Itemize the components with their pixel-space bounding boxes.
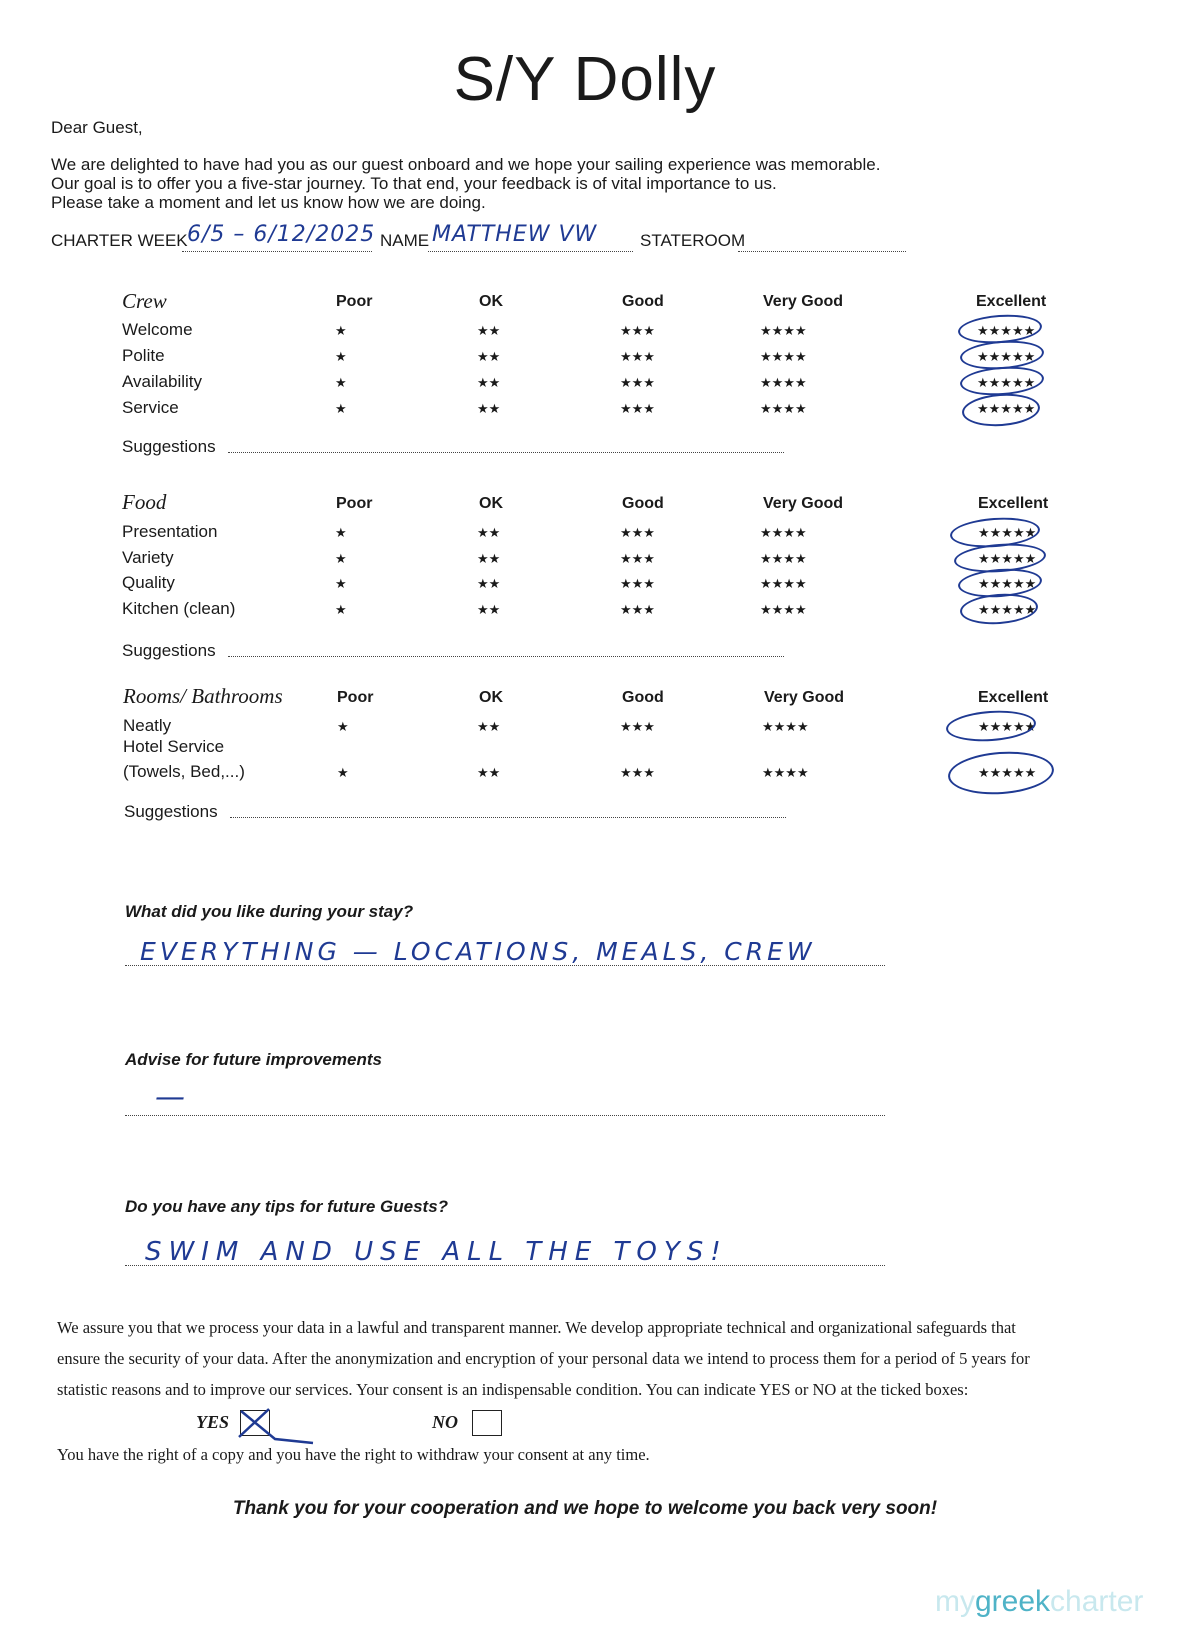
col-poor: Poor	[336, 495, 373, 512]
rating-very-good[interactable]: ★★★★	[760, 375, 807, 390]
intro-line-3: Please take a moment and let us know how we are doing.	[51, 193, 486, 212]
rating-poor[interactable]: ★	[335, 525, 347, 540]
rating-very-good[interactable]: ★★★★	[760, 576, 807, 591]
yes-label: YES	[196, 1412, 230, 1432]
yes-checkbox[interactable]	[240, 1410, 270, 1436]
watermark-main: greek	[975, 1585, 1051, 1618]
col-excellent: Excellent	[978, 689, 1049, 706]
answer-liked[interactable]: EVERYTHING — LOCATIONS, MEALS, CREW	[140, 937, 816, 966]
charter-week-value[interactable]: 6/5 – 6/12/2025	[187, 222, 376, 247]
watermark-pre: my	[935, 1585, 975, 1618]
rooms-heading: Rooms/ Bathrooms	[123, 684, 283, 708]
food-row-label: Variety	[122, 548, 174, 567]
stateroom-line[interactable]	[738, 251, 906, 252]
answer-liked-line	[125, 965, 885, 966]
col-excellent: Excellent	[976, 293, 1047, 310]
col-poor: Poor	[337, 689, 374, 706]
selection-circle	[959, 364, 1045, 398]
rooms-row-label-line2: (Towels, Bed,...)	[123, 762, 245, 781]
rating-good[interactable]: ★★★	[620, 525, 655, 540]
food-heading: Food	[122, 490, 167, 514]
rating-excellent[interactable]: ★★★★★	[978, 551, 1037, 566]
crew-row-label: Welcome	[122, 320, 193, 339]
rating-poor[interactable]: ★	[335, 375, 347, 390]
no-label: NO	[432, 1412, 458, 1432]
rating-ok[interactable]: ★★	[477, 765, 501, 780]
closing-message: Thank you for your cooperation and we hope to welcome you back very soon!	[232, 1498, 938, 1519]
rating-ok[interactable]: ★★	[477, 719, 501, 734]
suggestions-line[interactable]	[228, 452, 784, 453]
rating-very-good[interactable]: ★★★★	[760, 551, 807, 566]
intro-line-1: We are delighted to have had you as our guest onboard and we hope your sailing experience was memorable.	[51, 155, 881, 174]
rating-excellent[interactable]: ★★★★★	[978, 719, 1037, 734]
rating-excellent[interactable]: ★★★★★	[977, 323, 1036, 338]
rating-very-good[interactable]: ★★★★	[760, 602, 807, 617]
rating-good[interactable]: ★★★	[620, 602, 655, 617]
privacy-line-3: statistic reasons and to improve our services. Your consent is an indispensable condition. You can indicate YES or NO at the ticked boxes:	[57, 1380, 969, 1399]
suggestions-line[interactable]	[230, 817, 786, 818]
rating-very-good[interactable]: ★★★★	[762, 765, 809, 780]
rating-good[interactable]: ★★★	[620, 375, 655, 390]
rating-poor[interactable]: ★	[337, 719, 349, 734]
answer-tips[interactable]: SWIM AND USE ALL THE TOYS!	[145, 1237, 728, 1267]
rating-excellent[interactable]: ★★★★★	[978, 576, 1037, 591]
rating-poor[interactable]: ★	[335, 602, 347, 617]
rating-ok[interactable]: ★★	[477, 525, 501, 540]
rating-good[interactable]: ★★★	[620, 719, 655, 734]
question-liked: What did you like during your stay?	[125, 902, 414, 921]
charter-week-line	[182, 251, 372, 252]
rating-excellent[interactable]: ★★★★★	[977, 349, 1036, 364]
col-ok: OK	[479, 689, 503, 706]
rating-poor[interactable]: ★	[335, 401, 347, 416]
answer-tips-line	[125, 1265, 885, 1266]
col-excellent: Excellent	[978, 495, 1049, 512]
col-ok: OK	[479, 293, 503, 310]
rating-good[interactable]: ★★★	[620, 551, 655, 566]
rating-good[interactable]: ★★★	[620, 323, 655, 338]
greeting: Dear Guest,	[51, 118, 143, 137]
no-checkbox[interactable]	[472, 1410, 502, 1436]
col-very-good: Very Good	[763, 495, 844, 512]
check-mark-icon	[235, 1403, 315, 1443]
col-good: Good	[622, 689, 664, 706]
page-title: S/Y Dolly	[453, 45, 717, 114]
suggestions-label: Suggestions	[122, 641, 216, 660]
col-good: Good	[622, 495, 664, 512]
selection-circle	[961, 391, 1041, 428]
suggestions-label: Suggestions	[122, 437, 216, 456]
privacy-line-2: ensure the security of your data. After the anonymization and encryption of your personal data we intend to process them for a period of 5 years for	[57, 1349, 1030, 1368]
rating-ok[interactable]: ★★	[477, 375, 501, 390]
col-very-good: Very Good	[763, 293, 844, 310]
crew-row-label: Service	[122, 398, 179, 417]
col-poor: Poor	[336, 293, 373, 310]
privacy-rights: You have the right of a copy and you have the right to withdraw your consent at any time.	[57, 1445, 650, 1464]
food-row-label: Quality	[122, 573, 175, 592]
rating-good[interactable]: ★★★	[620, 765, 655, 780]
rating-very-good[interactable]: ★★★★	[760, 525, 807, 540]
food-row-label: Presentation	[122, 522, 218, 541]
rating-ok[interactable]: ★★	[477, 551, 501, 566]
col-ok: OK	[479, 495, 503, 512]
watermark-logo	[935, 1585, 1143, 1619]
rating-ok[interactable]: ★★	[477, 323, 501, 338]
rating-ok[interactable]: ★★	[477, 576, 501, 591]
rooms-row-label: Neatly	[123, 716, 172, 735]
rating-poor[interactable]: ★	[337, 765, 349, 780]
watermark-post: charter	[1050, 1585, 1144, 1618]
food-row-label: Kitchen (clean)	[122, 599, 236, 618]
rating-poor[interactable]: ★	[335, 323, 347, 338]
suggestions-label: Suggestions	[124, 802, 218, 821]
rating-very-good[interactable]: ★★★★	[762, 719, 809, 734]
rating-ok[interactable]: ★★	[477, 349, 501, 364]
charter-week-label: CHARTER WEEK	[51, 231, 188, 250]
stateroom-label: STATEROOM	[640, 231, 746, 250]
rooms-row-label: Hotel Service	[123, 737, 225, 756]
crew-row-label: Polite	[122, 346, 165, 365]
suggestions-line[interactable]	[228, 656, 784, 657]
col-good: Good	[622, 293, 664, 310]
answer-improvements-line	[125, 1115, 885, 1116]
question-tips: Do you have any tips for future Guests?	[125, 1197, 449, 1216]
rating-good[interactable]: ★★★	[620, 349, 655, 364]
question-improvements: Advise for future improvements	[125, 1050, 382, 1069]
col-very-good: Very Good	[764, 689, 845, 706]
selection-circle	[945, 708, 1037, 744]
rating-excellent[interactable]: ★★★★★	[978, 525, 1037, 540]
name-line	[428, 251, 633, 252]
selection-circle	[959, 591, 1039, 626]
rating-very-good[interactable]: ★★★★	[760, 323, 807, 338]
rating-excellent[interactable]: ★★★★★	[977, 375, 1036, 390]
answer-improvements[interactable]: —	[155, 1080, 186, 1115]
rating-good[interactable]: ★★★	[620, 401, 655, 416]
selection-circle	[947, 748, 1056, 797]
name-value[interactable]: MATTHEW VW	[432, 222, 598, 247]
rating-ok[interactable]: ★★	[477, 401, 501, 416]
rating-excellent[interactable]: ★★★★★	[978, 602, 1037, 617]
rating-good[interactable]: ★★★	[620, 576, 655, 591]
rating-excellent[interactable]: ★★★★★	[978, 765, 1037, 780]
rating-excellent[interactable]: ★★★★★	[977, 401, 1036, 416]
privacy-line-1: We assure you that we process your data in a lawful and transparent manner. We develop appropriate technical and organizational safeguards that	[57, 1318, 1016, 1337]
name-label: NAME	[380, 231, 430, 250]
rating-poor[interactable]: ★	[335, 576, 347, 591]
rating-very-good[interactable]: ★★★★	[760, 349, 807, 364]
crew-heading: Crew	[122, 289, 167, 313]
rating-ok[interactable]: ★★	[477, 602, 501, 617]
rating-poor[interactable]: ★	[335, 349, 347, 364]
intro-line-2: Our goal is to offer you a five-star journey. To that end, your feedback is of vital importance to us.	[51, 174, 777, 193]
rating-very-good[interactable]: ★★★★	[760, 401, 807, 416]
crew-row-label: Availability	[122, 372, 203, 391]
rating-poor[interactable]: ★	[335, 551, 347, 566]
